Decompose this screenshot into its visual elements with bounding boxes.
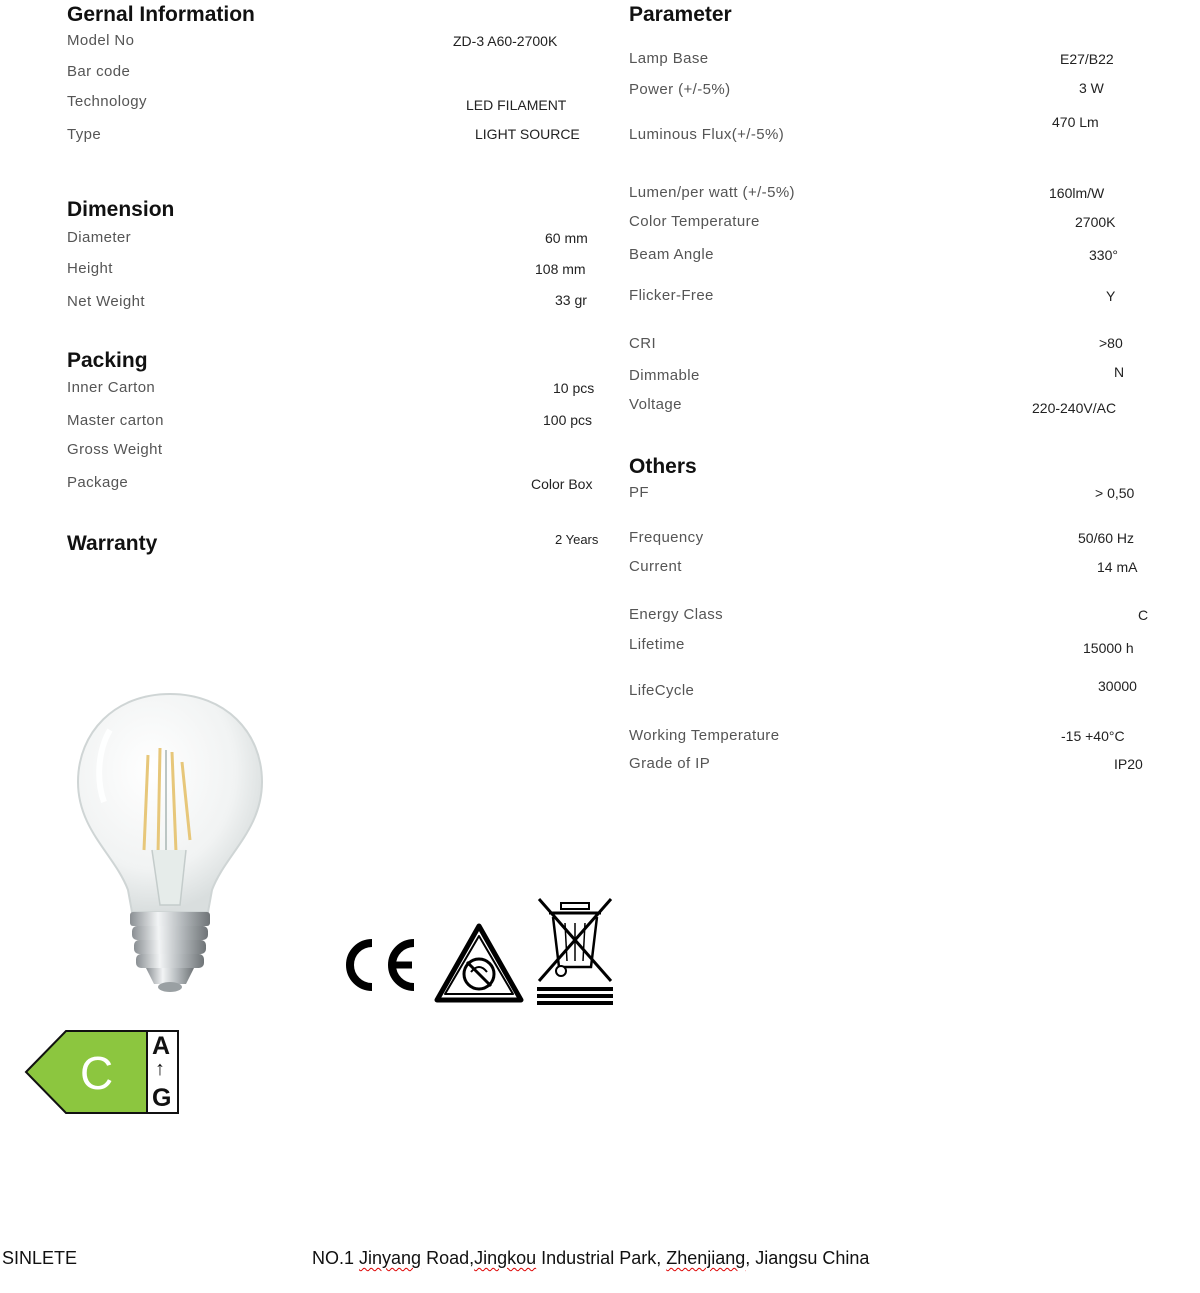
- packing-heading: Packing: [67, 349, 148, 372]
- address-part-misspelled: Zhenjiang: [666, 1248, 746, 1268]
- power-label: Power (+/-5%): [629, 81, 731, 98]
- lifecycle-label: LifeCycle: [629, 682, 695, 699]
- lifetime-label: Lifetime: [629, 636, 685, 653]
- package-value: Color Box: [531, 476, 593, 492]
- pf-label: PF: [629, 484, 649, 501]
- address-part-misspelled: Jinyang: [359, 1248, 422, 1268]
- master-carton-value: 100 pcs: [543, 412, 593, 428]
- dimmable-value: N: [1114, 364, 1125, 380]
- net-weight-label: Net Weight: [67, 293, 145, 310]
- dimension-heading: Dimension: [67, 198, 175, 221]
- type-value: LIGHT SOURCE: [475, 126, 580, 142]
- dimmable-label: Dimmable: [629, 367, 700, 384]
- grade-of-ip-value: IP20: [1114, 756, 1143, 772]
- inner-carton-value: 10 pcs: [553, 380, 595, 396]
- energy-scale-bottom: G: [152, 1084, 172, 1112]
- address-part: Industrial Park,: [536, 1248, 667, 1268]
- lamp-base-value: E27/B22: [1060, 51, 1114, 67]
- company-address: [312, 1248, 869, 1269]
- parameter-heading: Parameter: [629, 3, 732, 26]
- color-temperature-label: Color Temperature: [629, 213, 760, 230]
- technology-value: LED FILAMENT: [466, 97, 567, 113]
- no-lamp-cover-triangle-icon: [433, 922, 525, 1006]
- technology-label: Technology: [67, 93, 147, 110]
- lumen-per-watt-value: 160lm/W: [1049, 185, 1105, 201]
- lumen-per-watt-label: Lumen/per watt (+/-5%): [629, 184, 795, 201]
- beam-angle-label: Beam Angle: [629, 246, 714, 263]
- diameter-label: Diameter: [67, 229, 132, 246]
- grade-of-ip-label: Grade of IP: [629, 755, 711, 772]
- address-part: , Jiangsu China: [745, 1248, 870, 1268]
- type-label: Type: [67, 126, 102, 143]
- general-info-heading: Gernal Information: [67, 3, 255, 26]
- model-no-value: ZD-3 A60-2700K: [453, 33, 558, 49]
- energy-label: [22, 1028, 182, 1116]
- address-part: NO.1: [312, 1248, 360, 1268]
- current-label: Current: [629, 558, 682, 575]
- flicker-free-value: Y: [1106, 288, 1116, 304]
- energy-class-letter: C: [80, 1047, 114, 1099]
- master-carton-label: Master carton: [67, 412, 164, 429]
- lifetime-value: 15000 h: [1083, 640, 1134, 656]
- cri-label: CRI: [629, 335, 657, 352]
- luminous-flux-label: Luminous Flux(+/-5%): [629, 126, 785, 143]
- net-weight-value: 33 gr: [555, 292, 587, 308]
- address-part: Road,: [421, 1248, 475, 1268]
- energy-scale-arrow: ↑: [155, 1058, 165, 1080]
- current-value: 14 mA: [1097, 559, 1138, 575]
- power-value: 3 W: [1079, 80, 1104, 96]
- model-no-label: Model No: [67, 32, 135, 49]
- voltage-label: Voltage: [629, 396, 682, 413]
- energy-class-value: C: [1138, 607, 1149, 623]
- others-heading: Others: [629, 455, 697, 478]
- package-label: Package: [67, 474, 129, 491]
- lamp-base-label: Lamp Base: [629, 50, 709, 67]
- frequency-value: 50/60 Hz: [1078, 530, 1135, 546]
- working-temperature-value: -15 +40°C: [1061, 728, 1125, 744]
- luminous-flux-value: 470 Lm: [1052, 114, 1099, 130]
- warranty-value: 2 Years: [555, 532, 599, 547]
- frequency-label: Frequency: [629, 529, 704, 546]
- company-name: SINLETE: [2, 1248, 78, 1268]
- voltage-value: 220-240V/AC: [1032, 400, 1117, 416]
- warranty-heading: Warranty: [67, 532, 158, 555]
- pf-value: > 0,50: [1095, 485, 1135, 501]
- diameter-value: 60 mm: [545, 230, 588, 246]
- cri-value: >80: [1099, 335, 1123, 351]
- weee-crossed-bin-icon: [535, 895, 615, 1010]
- energy-scale-top: A: [152, 1032, 171, 1060]
- height-value: 108 mm: [535, 261, 586, 277]
- flicker-free-label: Flicker-Free: [629, 287, 714, 304]
- color-temperature-value: 2700K: [1075, 214, 1116, 230]
- gross-weight-label: Gross Weight: [67, 441, 163, 458]
- energy-class-label: Energy Class: [629, 606, 724, 623]
- ce-mark-icon: [336, 935, 421, 995]
- beam-angle-value: 330°: [1089, 247, 1118, 263]
- address-part-misspelled: Jingkou: [474, 1248, 537, 1268]
- bar-code-label: Bar code: [67, 63, 131, 80]
- lifecycle-value: 30000: [1098, 678, 1137, 694]
- working-temperature-label: Working Temperature: [629, 727, 780, 744]
- led-filament-bulb-image: [70, 690, 270, 1000]
- inner-carton-label: Inner Carton: [67, 379, 156, 396]
- height-label: Height: [67, 260, 113, 277]
